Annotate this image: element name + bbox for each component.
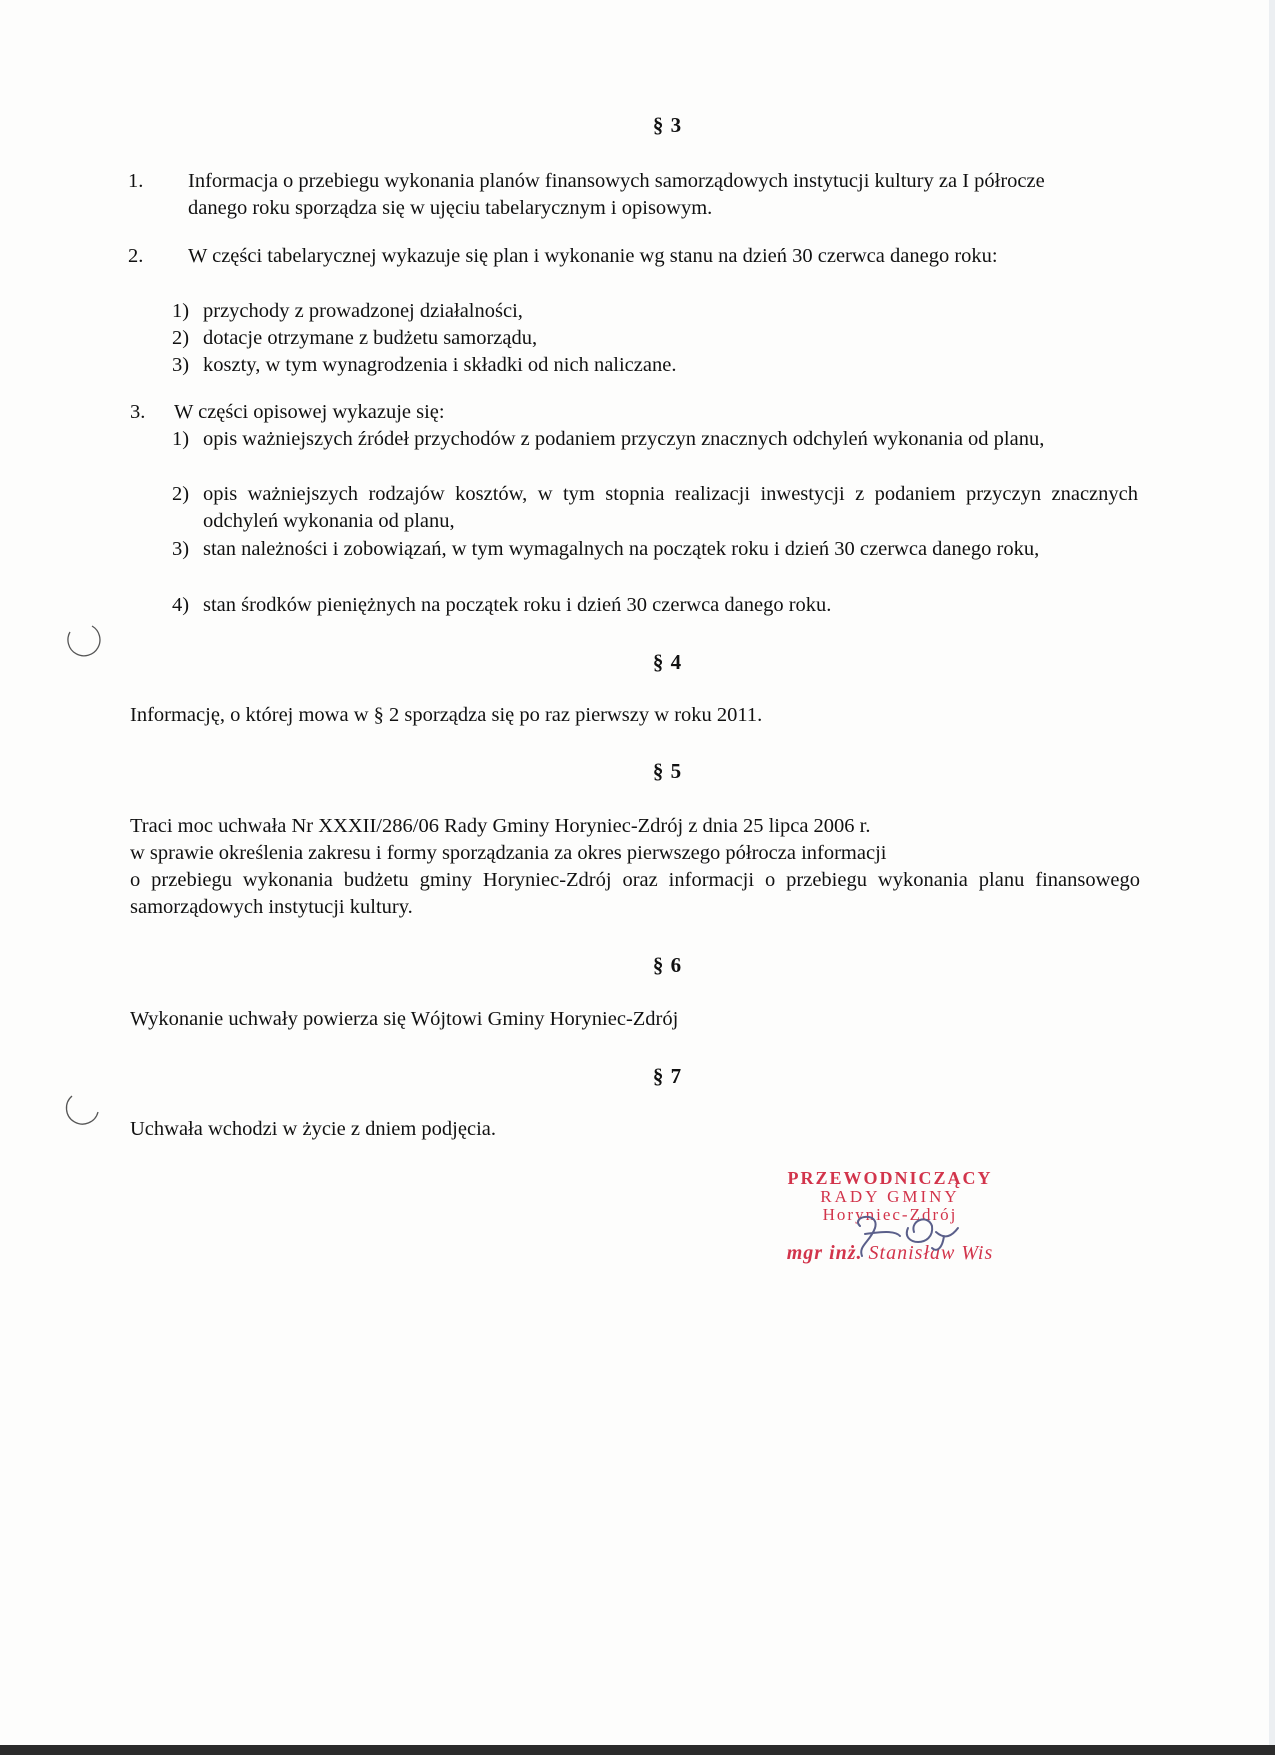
point-3-item-2 [172, 481, 1138, 535]
section-4-label: § 4 [652, 650, 683, 674]
point-2-text: W części tabelarycznej wykazuje się plan i wykonanie wg stanu na dzień 30 czerwca danego roku: [188, 245, 998, 267]
section-5-label: § 5 [652, 759, 683, 783]
point-1-number: 1. [128, 170, 144, 192]
list-item-text: koszty, w tym wynagrodzenia i składki od nich naliczane. [203, 354, 677, 376]
list-item-text: przychody z prowadzonej działalności, [203, 300, 523, 322]
stamp-name-prefix: mgr inż. [786, 1242, 863, 1264]
stamp-line-1: PRZEWODNICZĄCY [787, 1168, 993, 1188]
point-3-item-1 [172, 426, 1138, 480]
list-item-text: dotacje otrzymane z budżetu samorządu, [203, 327, 538, 349]
section-6-heading [0, 953, 1275, 978]
section-7-text: Uchwała wchodzi w życie z dniem podjęcia. [130, 1118, 496, 1140]
list-item-text: opis ważniejszych źródeł przychodów z podaniem przyczyn znacznych odchyleń wykonania od planu, [203, 428, 1045, 450]
point-3-item-3 [172, 536, 1138, 590]
section-7-label: § 7 [652, 1064, 683, 1088]
section-4-heading [0, 650, 1275, 675]
stamp-line-2: RADY GMINY [820, 1187, 960, 1206]
punch-hole-icon [62, 1090, 102, 1130]
section-5-line-2: w sprawie określenia zakresu i formy sporządzania za okres pierwszego półrocza informacji [130, 842, 887, 864]
list-item-number: 3) [172, 354, 190, 376]
point-3-text: W części opisowej wykazuje się: [174, 401, 445, 423]
list-item-text: stan środków pieniężnych na początek roku i dzień 30 czerwca danego roku. [203, 594, 832, 616]
section-3-heading [0, 113, 1275, 138]
section-5-heading [0, 759, 1275, 784]
list-item-number: 1) [172, 428, 190, 450]
stamp-name: Stanisław Wis [868, 1242, 994, 1264]
scan-edge-right [1269, 0, 1275, 1755]
point-2-number: 2. [128, 245, 144, 267]
list-item-number: 4) [172, 594, 190, 616]
stamp-line-3: Horyniec-Zdrój [822, 1205, 958, 1224]
list-item-number: 1) [172, 300, 190, 322]
list-item-number: 3) [172, 538, 190, 560]
list-item-text: opis ważniejszych rodzajów kosztów, w tym stopnia realizacji inwestycji z podaniem przyczyn znacznych odchyleń wykonania od planu, [203, 483, 1138, 532]
section-3-label: § 3 [652, 113, 683, 137]
handwritten-signature [840, 1206, 980, 1266]
section-5-text-rest: o przebiegu wykonania budżetu gminy Horyniec-Zdrój oraz informacji o przebiegu wykonania planu finansowego samorządowych instytucji kultury. [130, 869, 1140, 918]
section-6-label: § 6 [652, 953, 683, 977]
section-6-text: Wykonanie uchwały powierza się Wójtowi Gminy Horyniec-Zdrój [130, 1008, 679, 1030]
list-item-number: 2) [172, 327, 190, 349]
section-7-heading [0, 1064, 1275, 1089]
point-3-number: 3. [130, 401, 146, 423]
scan-edge-bottom [0, 1745, 1275, 1755]
section-4-text: Informację, o której mowa w § 2 sporządza się po raz pierwszy w roku 2011. [130, 704, 763, 726]
point-1-text: Informacja o przebiegu wykonania planów finansowych samorządowych instytucji kultury za I półrocze danego roku sporządza się w ujęciu tabelarycznym i opisowym. [188, 170, 1045, 219]
section-5-line-1: Traci moc uchwała Nr XXXII/286/06 Rady Gminy Horyniec-Zdrój z dnia 25 lipca 2006 r. [130, 815, 871, 837]
list-item-number: 2) [172, 483, 190, 505]
list-item-text: stan należności i zobowiązań, w tym wymagalnych na początek roku i dzień 30 czerwca danego roku, [203, 538, 1040, 560]
